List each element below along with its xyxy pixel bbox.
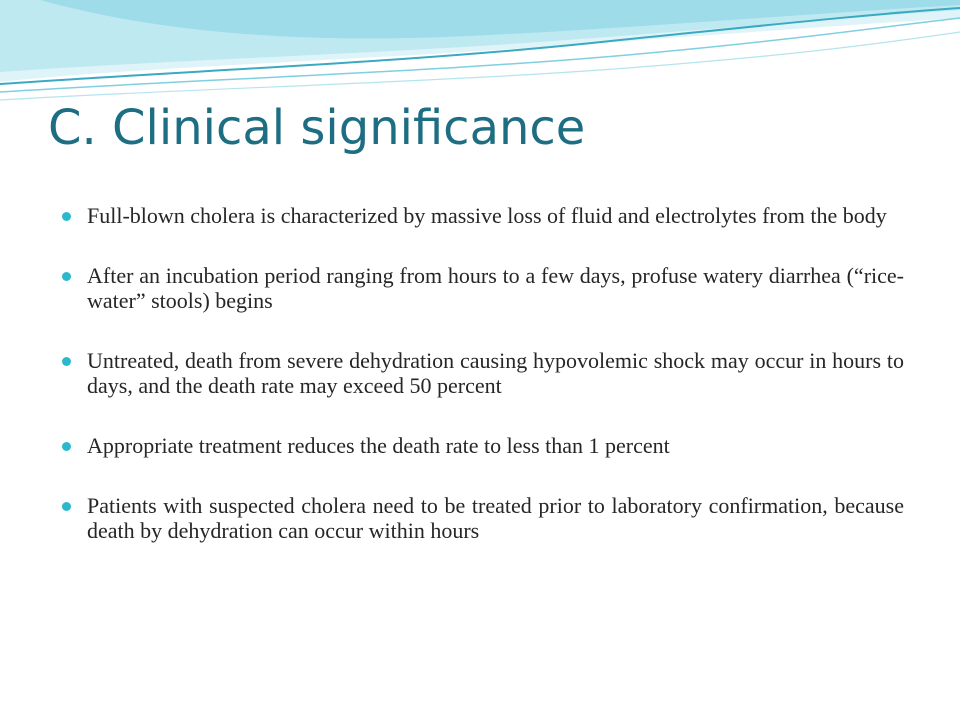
- bullet-text: Appropriate treatment reduces the death rate to less than 1 percent: [87, 433, 670, 458]
- bullet-text: After an incubation period ranging from hours to a few days, profuse watery diarrhea (“rice-water” stools) begins: [87, 263, 904, 313]
- bullet-text: Untreated, death from severe dehydration causing hypovolemic shock may occur in hours to days, and the death rate may exceed 50 percent: [87, 348, 904, 398]
- bullet-item: [62, 493, 904, 543]
- bullet-dot-icon: [62, 272, 71, 281]
- bullet-item: [62, 203, 904, 228]
- bullet-item: [62, 433, 904, 458]
- bullet-dot-icon: [62, 212, 71, 221]
- bullet-item: [62, 263, 904, 313]
- bullet-text: Full-blown cholera is characterized by massive loss of fluid and electrolytes from the body: [87, 203, 887, 228]
- bullet-dot-icon: [62, 502, 71, 511]
- bullet-item: [62, 348, 904, 398]
- bullet-dot-icon: [62, 357, 71, 366]
- slide-title: C. Clinical significance: [48, 100, 586, 156]
- bullet-dot-icon: [62, 442, 71, 451]
- bullet-text: Patients with suspected cholera need to be treated prior to laboratory confirmation, because death by dehydration can occur within hours: [87, 493, 904, 543]
- bullet-list: [62, 203, 904, 578]
